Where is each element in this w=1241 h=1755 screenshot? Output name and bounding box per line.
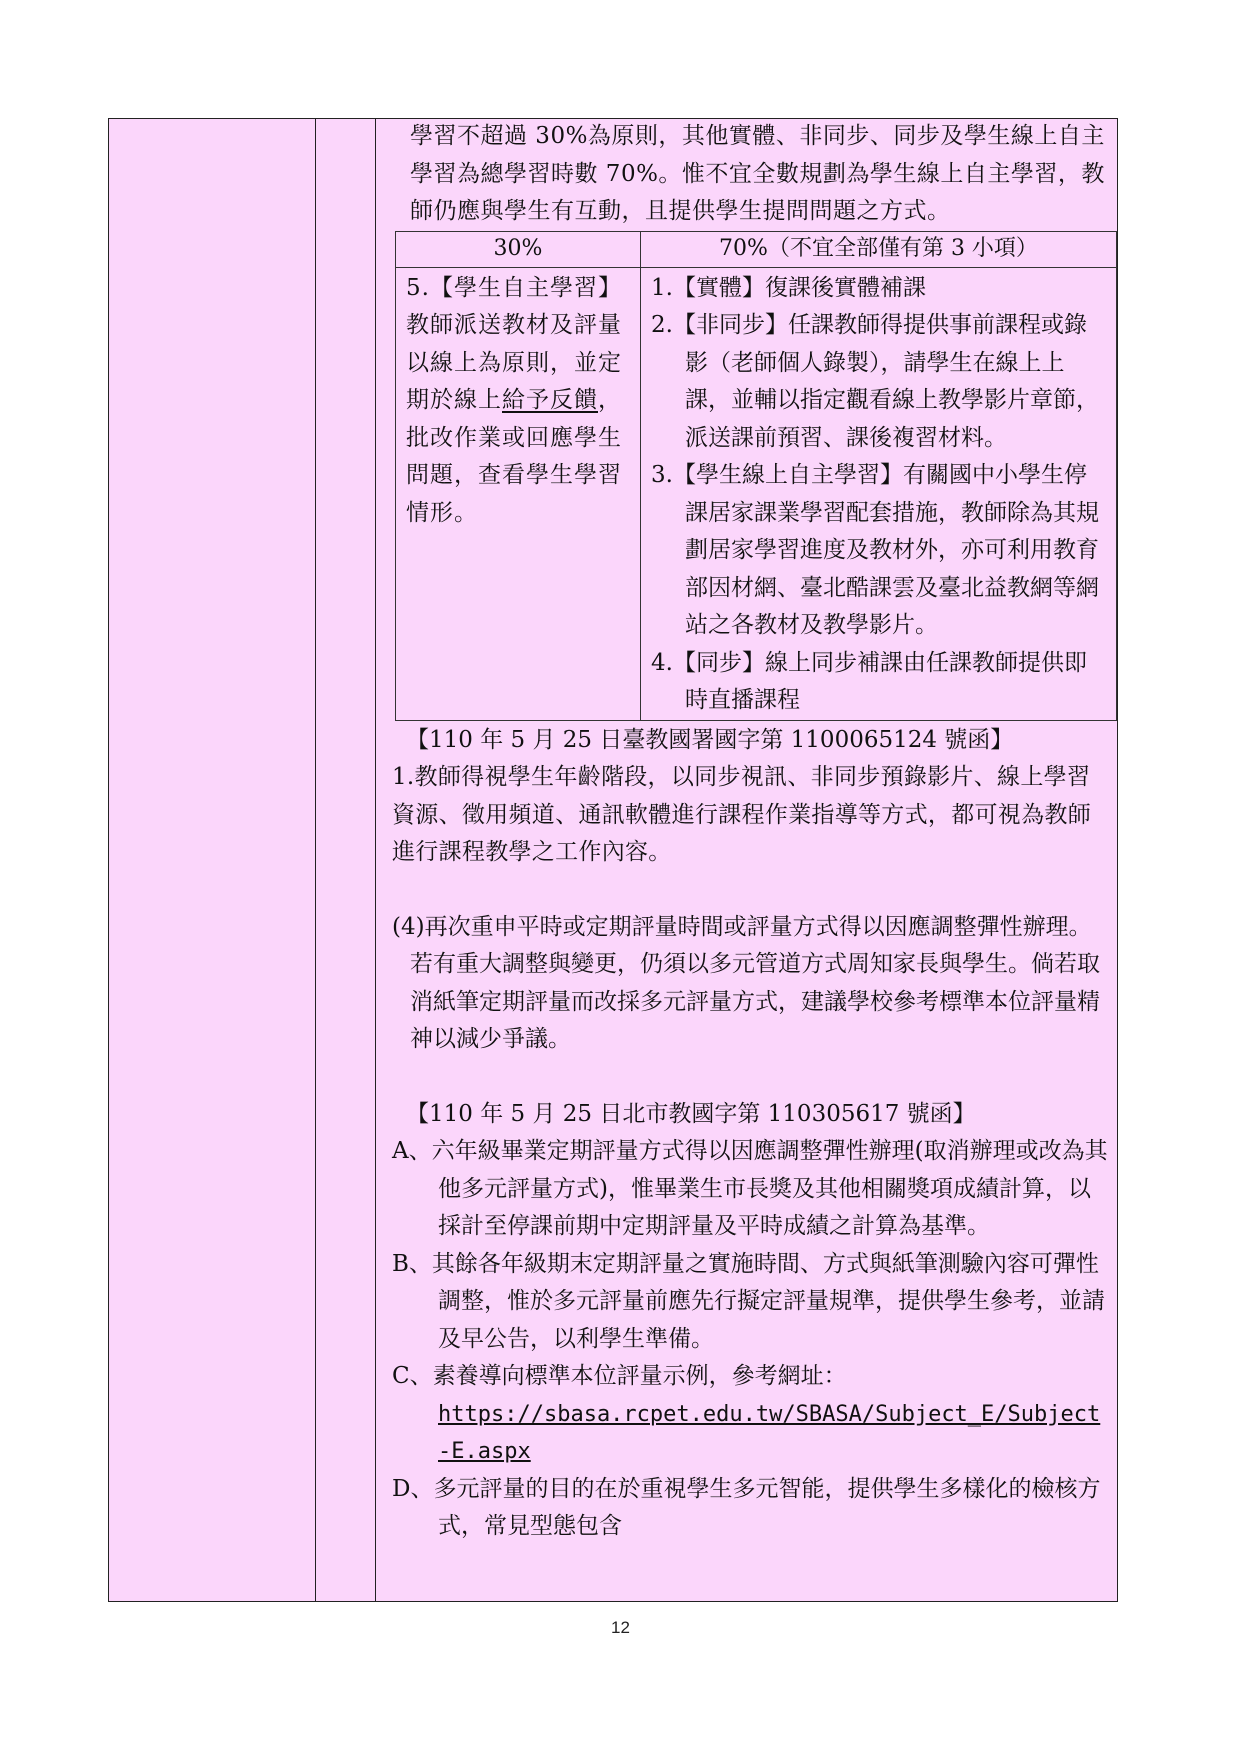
reference-letter-1: 【110 年 5 月 25 日臺教國署國字第 1100065124 號函】 [406, 726, 1014, 753]
paragraph-4: (4)再次重申平時或定期評量時間或評量方式得以因應調整彈性辦理。若有重大調整與變更，仍須以多元管道方式周知家長與學生。倘若取消紙筆定期評量而改採多元評量方式，建議學校參考標準本位評量精神以減少爭議。 [392, 913, 1100, 1052]
header-70-percent: 70%（不宜全部僅有第 3 小項） [641, 231, 1117, 267]
self-study-cell [396, 267, 641, 720]
page-number: 12 [611, 1618, 630, 1637]
learning-modes-cell [641, 267, 1117, 720]
header-30-percent: 30% [396, 231, 641, 267]
table-row [396, 267, 1117, 720]
mode-item-physical: 1.【實體】復課後實體補課 [651, 274, 926, 301]
self-study-text: 5.【學生自主學習】教師派送教材及評量以線上為原則，並定期於線上 [406, 274, 622, 413]
feedback-underlined: 給予反饋 [502, 387, 598, 413]
mode-item-sync: 4.【同步】線上同步補課由任課教師提供即時直播課程 [651, 649, 1087, 713]
hours-allocation-table [395, 231, 1117, 721]
mode-item-async: 2.【非同步】任課教師得提供事前課程或錄影（老師個人錄製），請學生在線上上課，並輔以指定觀看線上教學影片章節，派送課前預習、課後複習材料。 [651, 312, 1099, 451]
intro-paragraph: 學習不超過 30%為原則，其他實體、非同步、同步及學生線上自主學習為總學習時數 70%。惟不宜全數規劃為學生線上自主學習，教師仍應與學生有互動，且提供學生提問問題之方式。 [410, 123, 1105, 224]
column-divider-2 [375, 119, 376, 1601]
item-b: B、其餘各年級期末定期評量之實施時間、方式與紙筆測驗內容可彈性調整，惟於多元評量前應先行擬定評量規準，提供學生參考，並請及早公告，以利學生準備。 [392, 1250, 1105, 1352]
self-study-text-end: ，批改作業或回應學生問題，查看學生學習情形。 [406, 387, 622, 526]
table-header-row [396, 231, 1117, 267]
item-c: C、素養導向標準本位評量示例，參考網址： [392, 1363, 847, 1389]
mode-item-online-self: 3.【學生線上自主學習】有關國中小學生停課居家課業學習配套措施，教師除為其規劃居家學習進度及教材外，亦可利用教育部因材網、臺北酷課雲及臺北益教網等網站之各教材及教學影片。 [651, 462, 1099, 638]
reference-letter-2: 【110 年 5 月 25 日北市教國字第 110305617 號函】 [406, 1100, 976, 1127]
item-d: D、多元評量的目的在於重視學生多元智能，提供學生多樣化的檢核方式，常見型態包含 [392, 1475, 1101, 1539]
sbasa-link[interactable]: https://sbasa.rcpet.edu.tw/SBASA/Subject_E/Subject-E.aspx [438, 1401, 1101, 1464]
main-cell-content [392, 118, 1110, 1546]
paragraph-1: 1.教師得視學生年齡階段，以同步視訊、非同步預錄影片、線上學習資源、徵用頻道、通訊軟體進行課程作業指導等方式，都可視為教師進行課程教學之工作內容。 [392, 764, 1091, 865]
column-divider-1 [315, 119, 316, 1601]
item-a: A、六年級畢業定期評量方式得以因應調整彈性辦理(取消辦理或改為其他多元評量方式)，惟畢業生市長獎及其他相關獎項成績計算，以採計至停課前期中定期評量及平時成績之計算為基準。 [392, 1138, 1108, 1239]
